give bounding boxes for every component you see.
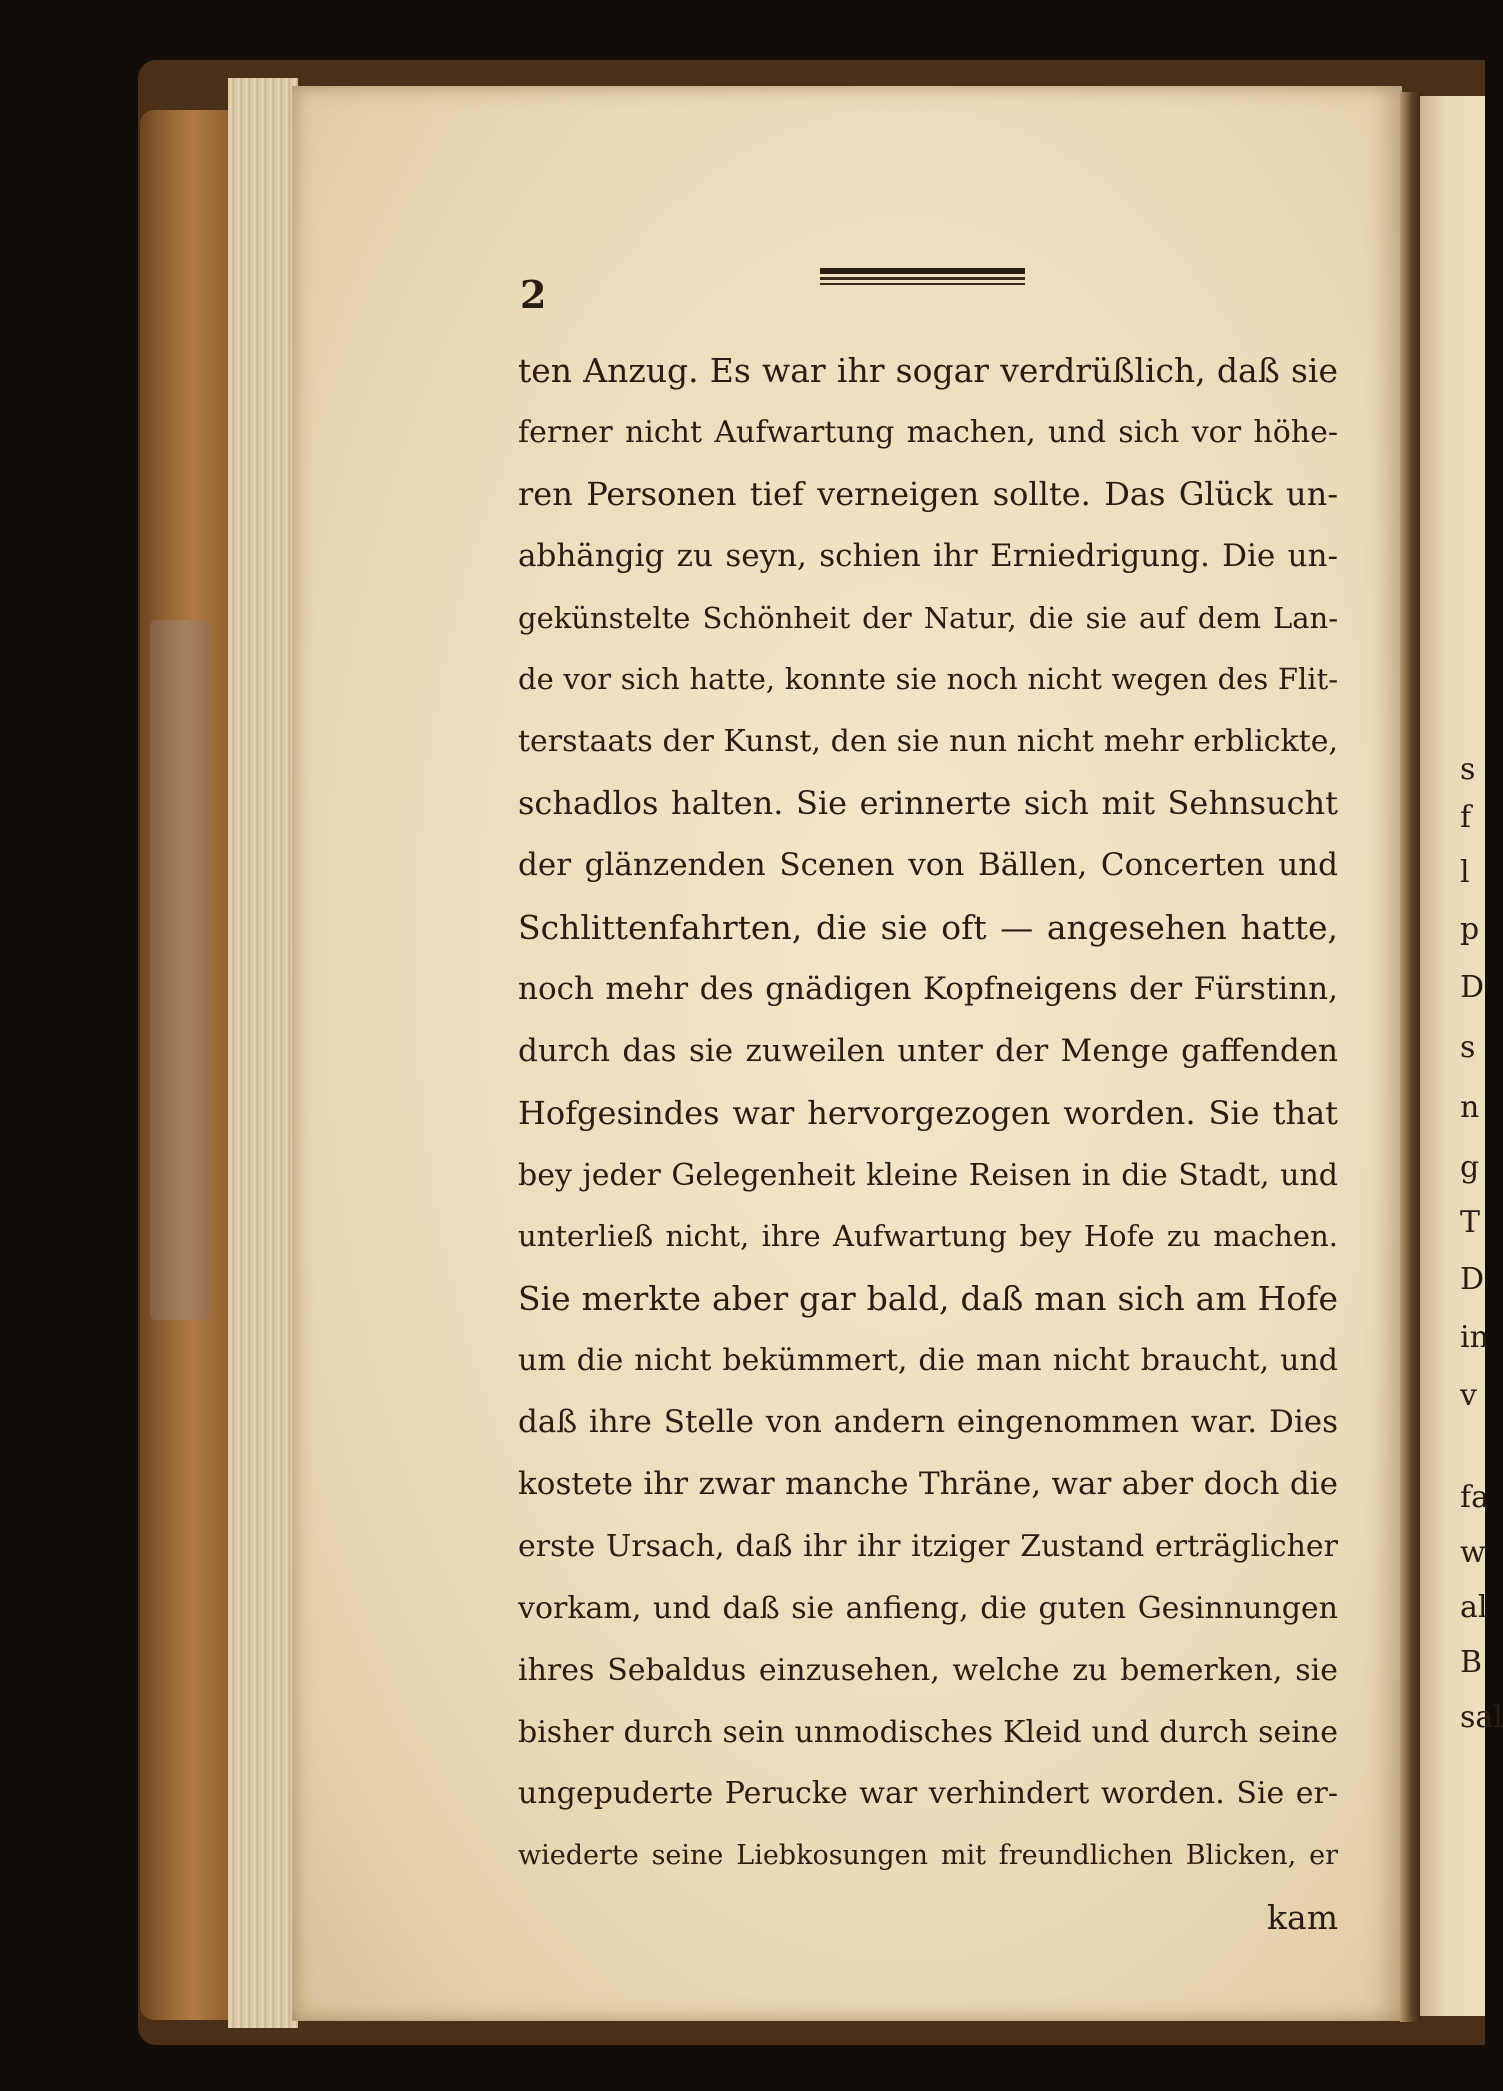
header-rule-ornament bbox=[820, 268, 1025, 288]
text-line: kostete ihr zwar manche Thräne, war aber doch die bbox=[518, 1466, 1338, 1503]
facing-page-fragment: s bbox=[1460, 1030, 1476, 1065]
text-line: de vor sich hatte, konnte sie noch nicht wegen des Flit- bbox=[518, 662, 1338, 697]
text-line: durch das sie zuweilen unter der Menge gaffenden bbox=[518, 1032, 1338, 1069]
text-line: ungepuderte Perucke war verhindert worden. Sie er- bbox=[518, 1776, 1338, 1812]
text-line: erste Ursach, daß ihr ihr itziger Zustand erträglicher bbox=[518, 1528, 1338, 1564]
text-line: daß ihre Stelle von andern eingenommen war. Dies bbox=[518, 1404, 1338, 1441]
facing-page-fragment: w bbox=[1460, 1535, 1486, 1570]
text-line: Schlittenfahrten, die sie oft — angesehen hatte, bbox=[518, 908, 1338, 948]
text-line: ren Personen tief verneigen sollte. Das Glück un- bbox=[518, 474, 1338, 513]
facing-page-fragment: v bbox=[1460, 1378, 1477, 1413]
text-line: gekünstelte Schönheit der Natur, die sie auf dem Lan- bbox=[518, 600, 1338, 635]
text-line: bisher durch sein unmodisches Kleid und durch seine bbox=[518, 1714, 1338, 1750]
facing-page-fragment: in bbox=[1460, 1320, 1489, 1355]
text-line: bey jeder Gelegenheit kleine Reisen in die Stadt, und bbox=[518, 1157, 1338, 1193]
text-line: schadlos halten. Sie erinnerte sich mit Sehnsucht bbox=[518, 784, 1338, 823]
text-line: um die nicht bekümmert, die man nicht braucht, und bbox=[518, 1343, 1338, 1379]
text-line: ihres Sebaldus einzusehen, welche zu bemerken, sie bbox=[518, 1652, 1338, 1688]
text-line: vorkam, und daß sie anfieng, die guten Gesinnungen bbox=[518, 1590, 1338, 1626]
facing-page-fragment: s bbox=[1460, 752, 1476, 787]
facing-page-fragment: p bbox=[1460, 912, 1480, 947]
text-line: wiederte seine Liebkosungen mit freundlichen Blicken, er bbox=[518, 1840, 1338, 1872]
page-number: 2 bbox=[520, 272, 547, 317]
facing-page-fragment: D bbox=[1460, 1262, 1485, 1297]
worn-cover-patch bbox=[150, 620, 210, 1320]
facing-page-fragment: T bbox=[1460, 1205, 1481, 1240]
text-line: der glänzenden Scenen von Bällen, Concerten und bbox=[518, 847, 1338, 884]
facing-page-fragment: al bbox=[1460, 1590, 1488, 1625]
facing-page-fragment: D bbox=[1460, 970, 1485, 1005]
book-gutter bbox=[1400, 92, 1422, 2022]
facing-page-fragment: g bbox=[1460, 1150, 1480, 1185]
text-line: noch mehr des gnädigen Kopfneigens der Fürstinn, bbox=[518, 970, 1338, 1007]
catchword: kam bbox=[1267, 1898, 1338, 1938]
text-line: abhängig zu seyn, schien ihr Erniedrigung. Die un- bbox=[518, 537, 1338, 574]
text-line: ten Anzug. Es war ihr sogar verdrüßlich, daß sie bbox=[518, 351, 1338, 390]
facing-page-fragment: fa bbox=[1460, 1480, 1489, 1515]
text-line: Hofgesindes war hervorgezogen worden. Sie that bbox=[518, 1093, 1338, 1132]
text-line: unterließ nicht, ihre Aufwartung bey Hofe zu machen. bbox=[518, 1219, 1338, 1254]
facing-page-fragment: sal bbox=[1460, 1700, 1503, 1735]
text-line: terstaats der Kunst, den sie nun nicht mehr erblickte, bbox=[518, 724, 1338, 760]
page-edges bbox=[228, 78, 298, 2028]
text-line: ferner nicht Aufwartung machen, und sich vor höhe- bbox=[518, 414, 1338, 450]
page-text bbox=[518, 340, 1338, 1949]
facing-page-fragment: n bbox=[1460, 1090, 1480, 1125]
facing-page-fragment: B bbox=[1460, 1645, 1483, 1680]
text-line: Sie merkte aber gar bald, daß man sich am Hofe bbox=[518, 1279, 1338, 1319]
facing-page-fragment: l bbox=[1460, 855, 1470, 890]
facing-page-fragment: f bbox=[1460, 800, 1472, 835]
